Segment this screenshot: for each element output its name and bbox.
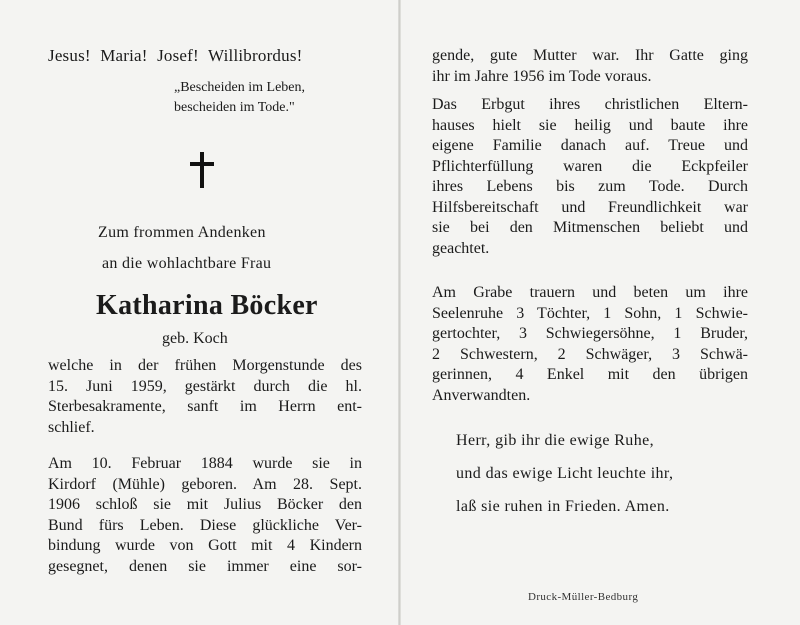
text-line: 1906 schloß sie mit Julius Böcker den — [48, 496, 362, 513]
invocation: Jesus! Maria! Josef! Willibrordus! — [48, 46, 303, 65]
text-line: ihr im Jahre 1956 im Tode voraus. — [432, 67, 652, 85]
text-line: Seelenruhe 3 Töchter, 1 Sohn, 1 Schwie- — [432, 304, 748, 322]
text-line: Kirdorf (Mühle) geboren. Am 28. Sept. — [48, 475, 362, 493]
cross-icon — [190, 152, 214, 188]
life-paragraph — [48, 454, 362, 577]
text-line: 2 Schwestern, 2 Schwäger, 3 Schwä- — [432, 345, 748, 363]
prayer-line-1: Herr, gib ihr die ewige Ruhe, — [456, 432, 655, 449]
maiden-name: geb. Koch — [162, 330, 228, 347]
text-line: welche in der frühen Morgenstunde des — [48, 357, 362, 374]
deceased-name: Katharina Böcker — [96, 290, 318, 321]
text-line: gerinnen, 4 Enkel mit den übrigen — [432, 366, 748, 383]
text-line: Anverwandten. — [432, 386, 531, 404]
mourners-paragraph — [432, 283, 748, 406]
death-paragraph — [48, 356, 362, 438]
text-line: Hilfsbereitschaft und Freundlichkeit war — [432, 198, 748, 216]
continuation-paragraph — [432, 46, 748, 87]
memorial-line-1: Zum frommen Andenken — [98, 224, 266, 241]
quote-line-2: bescheiden im Tode." — [174, 100, 295, 115]
text-line: ihres Lebens bis zum Tode. Durch — [432, 178, 748, 195]
text-line: gesegnet, denen sie immer eine sor- — [48, 557, 362, 575]
left-page — [0, 0, 398, 625]
text-line: geachtet. — [432, 239, 490, 257]
text-line: Am Grabe trauern und beten um ihre — [432, 284, 748, 301]
text-line: Pflichterfüllung waren die Eckpfeiler — [432, 157, 748, 175]
text-line: gende, gute Mutter war. Ihr Gatte ging — [432, 47, 748, 64]
text-line: schlief. — [48, 418, 95, 436]
text-line: hauses hielt sie heilig und baute ihre — [432, 116, 748, 134]
text-line: gertochter, 3 Schwiegersöhne, 1 Bruder, — [432, 325, 748, 342]
text-line: Bund fürs Leben. Diese glückliche Ver- — [48, 516, 362, 534]
text-line: eigene Familie danach auf. Treue und — [432, 137, 748, 154]
text-line: bindung wurde von Gott mit 4 Kindern — [48, 537, 362, 554]
text-line: Das Erbgut ihres christlichen Eltern- — [432, 96, 748, 113]
text-line: Am 10. Februar 1884 wurde sie in — [48, 455, 362, 472]
card-fold — [398, 0, 401, 625]
text-line: 15. Juni 1959, gestärkt durch die hl. — [48, 377, 362, 395]
prayer-line-3: laß sie ruhen in Frieden. Amen. — [456, 498, 670, 515]
prayer-line-2: und das ewige Licht leuchte ihr, — [456, 465, 674, 482]
text-line: sie bei den Mitmenschen beliebt und — [432, 219, 748, 236]
quote-line-1: „Bescheiden im Leben, — [174, 80, 306, 95]
heritage-paragraph — [432, 95, 748, 259]
text-line: Sterbesakramente, sanft im Herrn ent- — [48, 398, 362, 415]
memorial-line-2: an die wohlachtbare Frau — [102, 255, 272, 272]
printer-imprint: Druck-Müller-Bedburg — [528, 591, 639, 603]
